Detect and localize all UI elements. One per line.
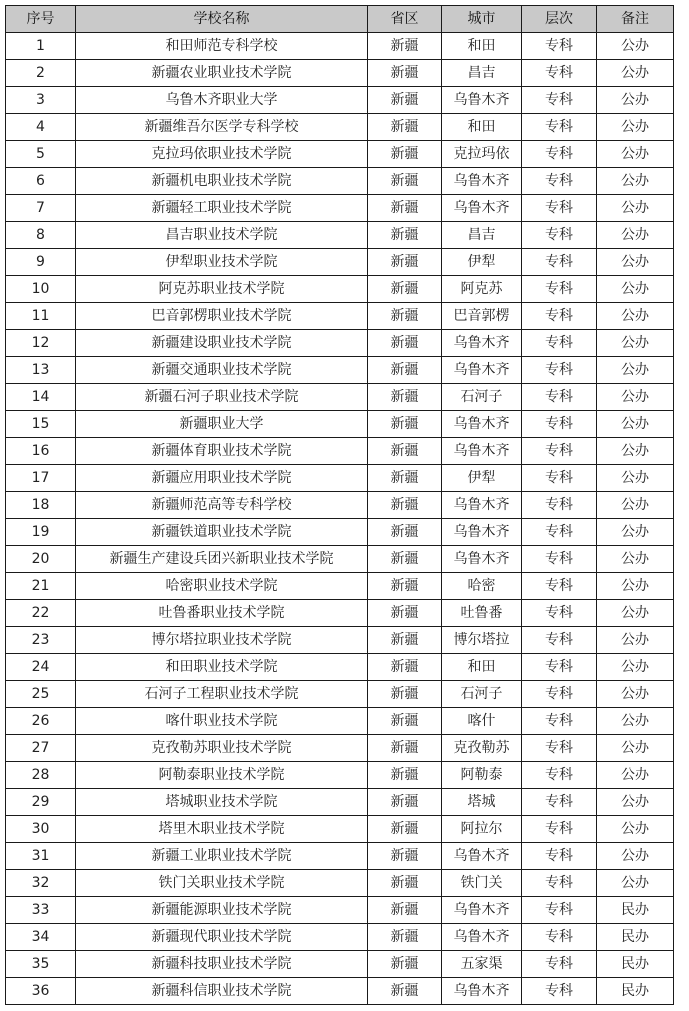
cell-city: 乌鲁木齐 [442,195,522,222]
cell-city: 乌鲁木齐 [442,897,522,924]
cell-remark: 公办 [597,330,674,357]
cell-level: 专科 [522,249,597,276]
cell-province: 新疆 [368,33,442,60]
cell-remark: 民办 [597,924,674,951]
cell-city: 喀什 [442,708,522,735]
cell-remark: 公办 [597,222,674,249]
cell-school-name: 新疆机电职业技术学院 [76,168,368,195]
cell-index: 1 [6,33,76,60]
cell-school-name: 新疆石河子职业技术学院 [76,384,368,411]
cell-school-name: 新疆体育职业技术学院 [76,438,368,465]
cell-level: 专科 [522,222,597,249]
cell-index: 28 [6,762,76,789]
school-table [5,5,674,1005]
cell-city: 乌鲁木齐 [442,546,522,573]
table-row [6,384,674,411]
header-row [6,6,674,33]
cell-school-name: 阿克苏职业技术学院 [76,276,368,303]
cell-province: 新疆 [368,384,442,411]
table-row [6,330,674,357]
table-row [6,87,674,114]
cell-school-name: 塔里木职业技术学院 [76,816,368,843]
cell-level: 专科 [522,627,597,654]
cell-school-name: 乌鲁木齐职业大学 [76,87,368,114]
cell-remark: 公办 [597,708,674,735]
cell-city: 乌鲁木齐 [442,843,522,870]
table-row [6,114,674,141]
header-index: 序号 [6,6,76,33]
cell-school-name: 喀什职业技术学院 [76,708,368,735]
cell-province: 新疆 [368,816,442,843]
cell-school-name: 吐鲁番职业技术学院 [76,600,368,627]
cell-province: 新疆 [368,897,442,924]
cell-province: 新疆 [368,330,442,357]
header-province: 省区 [368,6,442,33]
cell-city: 和田 [442,114,522,141]
cell-remark: 公办 [597,60,674,87]
cell-remark: 公办 [597,465,674,492]
table-row [6,735,674,762]
cell-level: 专科 [522,870,597,897]
table-row [6,627,674,654]
table-row [6,573,674,600]
cell-level: 专科 [522,465,597,492]
cell-remark: 公办 [597,249,674,276]
cell-level: 专科 [522,492,597,519]
cell-city: 和田 [442,654,522,681]
cell-index: 33 [6,897,76,924]
cell-province: 新疆 [368,357,442,384]
cell-remark: 公办 [597,843,674,870]
cell-city: 铁门关 [442,870,522,897]
cell-province: 新疆 [368,492,442,519]
cell-province: 新疆 [368,60,442,87]
cell-school-name: 阿勒泰职业技术学院 [76,762,368,789]
cell-province: 新疆 [368,789,442,816]
table-row [6,681,674,708]
cell-remark: 公办 [597,816,674,843]
table-row [6,519,674,546]
table-row [6,276,674,303]
cell-province: 新疆 [368,546,442,573]
cell-province: 新疆 [368,87,442,114]
cell-remark: 民办 [597,897,674,924]
table-row [6,465,674,492]
cell-province: 新疆 [368,195,442,222]
cell-level: 专科 [522,195,597,222]
cell-city: 克拉玛依 [442,141,522,168]
cell-level: 专科 [522,573,597,600]
cell-school-name: 铁门关职业技术学院 [76,870,368,897]
table-row [6,843,674,870]
cell-remark: 公办 [597,195,674,222]
cell-city: 克孜勒苏 [442,735,522,762]
cell-province: 新疆 [368,978,442,1005]
cell-index: 12 [6,330,76,357]
cell-remark: 公办 [597,438,674,465]
cell-index: 35 [6,951,76,978]
cell-level: 专科 [522,60,597,87]
cell-city: 乌鲁木齐 [442,357,522,384]
cell-city: 昌吉 [442,222,522,249]
cell-school-name: 新疆应用职业技术学院 [76,465,368,492]
cell-remark: 民办 [597,978,674,1005]
cell-index: 32 [6,870,76,897]
cell-province: 新疆 [368,654,442,681]
cell-school-name: 和田职业技术学院 [76,654,368,681]
table-row [6,411,674,438]
cell-province: 新疆 [368,762,442,789]
cell-school-name: 新疆科技职业技术学院 [76,951,368,978]
cell-remark: 公办 [597,411,674,438]
cell-index: 27 [6,735,76,762]
cell-city: 乌鲁木齐 [442,978,522,1005]
table-row [6,978,674,1005]
cell-school-name: 新疆农业职业技术学院 [76,60,368,87]
table-row [6,951,674,978]
cell-remark: 公办 [597,519,674,546]
cell-level: 专科 [522,789,597,816]
cell-city: 石河子 [442,384,522,411]
cell-province: 新疆 [368,951,442,978]
cell-province: 新疆 [368,114,442,141]
header-remark: 备注 [597,6,674,33]
cell-province: 新疆 [368,519,442,546]
cell-level: 专科 [522,843,597,870]
table-row [6,357,674,384]
cell-index: 7 [6,195,76,222]
cell-province: 新疆 [368,924,442,951]
table-row [6,546,674,573]
cell-index: 8 [6,222,76,249]
cell-level: 专科 [522,978,597,1005]
cell-city: 乌鲁木齐 [442,492,522,519]
table-row [6,897,674,924]
cell-remark: 公办 [597,33,674,60]
table-row [6,654,674,681]
cell-level: 专科 [522,87,597,114]
cell-level: 专科 [522,816,597,843]
cell-remark: 公办 [597,789,674,816]
cell-province: 新疆 [368,735,442,762]
cell-province: 新疆 [368,870,442,897]
cell-school-name: 新疆现代职业技术学院 [76,924,368,951]
table-row [6,60,674,87]
cell-index: 24 [6,654,76,681]
cell-province: 新疆 [368,303,442,330]
cell-level: 专科 [522,330,597,357]
cell-index: 19 [6,519,76,546]
table-row [6,708,674,735]
cell-level: 专科 [522,546,597,573]
cell-remark: 公办 [597,357,674,384]
cell-index: 4 [6,114,76,141]
cell-school-name: 塔城职业技术学院 [76,789,368,816]
cell-school-name: 克拉玛依职业技术学院 [76,141,368,168]
cell-level: 专科 [522,276,597,303]
cell-province: 新疆 [368,708,442,735]
cell-remark: 公办 [597,276,674,303]
cell-index: 18 [6,492,76,519]
cell-city: 乌鲁木齐 [442,438,522,465]
cell-index: 20 [6,546,76,573]
table-row [6,33,674,60]
cell-school-name: 新疆轻工职业技术学院 [76,195,368,222]
table-body [6,33,674,1005]
cell-level: 专科 [522,681,597,708]
cell-province: 新疆 [368,573,442,600]
cell-school-name: 新疆铁道职业技术学院 [76,519,368,546]
table-row [6,600,674,627]
table-row [6,141,674,168]
cell-remark: 公办 [597,762,674,789]
table-row [6,222,674,249]
cell-remark: 公办 [597,870,674,897]
cell-school-name: 新疆职业大学 [76,411,368,438]
cell-remark: 公办 [597,600,674,627]
cell-school-name: 和田师范专科学校 [76,33,368,60]
table-row [6,438,674,465]
cell-province: 新疆 [368,600,442,627]
cell-province: 新疆 [368,627,442,654]
cell-remark: 公办 [597,681,674,708]
cell-remark: 公办 [597,141,674,168]
cell-level: 专科 [522,708,597,735]
cell-province: 新疆 [368,222,442,249]
cell-city: 和田 [442,33,522,60]
cell-index: 15 [6,411,76,438]
cell-school-name: 伊犁职业技术学院 [76,249,368,276]
cell-index: 22 [6,600,76,627]
cell-province: 新疆 [368,249,442,276]
cell-remark: 公办 [597,654,674,681]
cell-city: 阿勒泰 [442,762,522,789]
cell-index: 17 [6,465,76,492]
cell-level: 专科 [522,897,597,924]
cell-remark: 公办 [597,546,674,573]
cell-city: 阿拉尔 [442,816,522,843]
cell-index: 10 [6,276,76,303]
cell-remark: 公办 [597,735,674,762]
cell-remark: 公办 [597,114,674,141]
cell-school-name: 新疆维吾尔医学专科学校 [76,114,368,141]
cell-school-name: 新疆工业职业技术学院 [76,843,368,870]
cell-index: 9 [6,249,76,276]
cell-remark: 公办 [597,573,674,600]
cell-index: 31 [6,843,76,870]
cell-province: 新疆 [368,681,442,708]
cell-level: 专科 [522,384,597,411]
cell-level: 专科 [522,114,597,141]
cell-city: 乌鲁木齐 [442,168,522,195]
cell-remark: 公办 [597,627,674,654]
cell-city: 博尔塔拉 [442,627,522,654]
cell-index: 25 [6,681,76,708]
cell-city: 乌鲁木齐 [442,87,522,114]
cell-level: 专科 [522,951,597,978]
table-row [6,762,674,789]
table-header [6,6,674,33]
cell-city: 乌鲁木齐 [442,411,522,438]
cell-level: 专科 [522,735,597,762]
cell-index: 36 [6,978,76,1005]
table-row [6,303,674,330]
cell-level: 专科 [522,411,597,438]
cell-city: 伊犁 [442,465,522,492]
cell-index: 30 [6,816,76,843]
cell-province: 新疆 [368,276,442,303]
cell-school-name: 新疆科信职业技术学院 [76,978,368,1005]
cell-index: 29 [6,789,76,816]
cell-city: 吐鲁番 [442,600,522,627]
cell-school-name: 巴音郭楞职业技术学院 [76,303,368,330]
cell-index: 5 [6,141,76,168]
cell-index: 21 [6,573,76,600]
cell-school-name: 新疆能源职业技术学院 [76,897,368,924]
table-row [6,492,674,519]
cell-school-name: 新疆交通职业技术学院 [76,357,368,384]
table-row [6,789,674,816]
table-row [6,816,674,843]
cell-school-name: 博尔塔拉职业技术学院 [76,627,368,654]
cell-city: 巴音郭楞 [442,303,522,330]
cell-city: 乌鲁木齐 [442,519,522,546]
cell-remark: 公办 [597,384,674,411]
cell-index: 14 [6,384,76,411]
cell-level: 专科 [522,762,597,789]
cell-index: 11 [6,303,76,330]
cell-school-name: 石河子工程职业技术学院 [76,681,368,708]
table-row [6,870,674,897]
cell-remark: 公办 [597,87,674,114]
cell-city: 五家渠 [442,951,522,978]
cell-index: 23 [6,627,76,654]
cell-school-name: 克孜勒苏职业技术学院 [76,735,368,762]
cell-school-name: 新疆建设职业技术学院 [76,330,368,357]
header-city: 城市 [442,6,522,33]
cell-level: 专科 [522,600,597,627]
cell-index: 16 [6,438,76,465]
cell-school-name: 昌吉职业技术学院 [76,222,368,249]
table-row [6,168,674,195]
cell-level: 专科 [522,519,597,546]
cell-level: 专科 [522,168,597,195]
cell-index: 26 [6,708,76,735]
table-row [6,924,674,951]
cell-level: 专科 [522,438,597,465]
cell-index: 6 [6,168,76,195]
cell-remark: 民办 [597,951,674,978]
cell-city: 伊犁 [442,249,522,276]
cell-city: 塔城 [442,789,522,816]
cell-level: 专科 [522,924,597,951]
cell-province: 新疆 [368,843,442,870]
cell-level: 专科 [522,141,597,168]
cell-province: 新疆 [368,168,442,195]
school-table-container [5,5,674,1005]
cell-city: 石河子 [442,681,522,708]
cell-city: 乌鲁木齐 [442,330,522,357]
cell-city: 阿克苏 [442,276,522,303]
cell-level: 专科 [522,357,597,384]
cell-index: 34 [6,924,76,951]
cell-school-name: 新疆生产建设兵团兴新职业技术学院 [76,546,368,573]
cell-province: 新疆 [368,411,442,438]
cell-level: 专科 [522,303,597,330]
cell-city: 昌吉 [442,60,522,87]
cell-school-name: 哈密职业技术学院 [76,573,368,600]
table-row [6,249,674,276]
cell-school-name: 新疆师范高等专科学校 [76,492,368,519]
header-school-name: 学校名称 [76,6,368,33]
cell-remark: 公办 [597,492,674,519]
cell-level: 专科 [522,33,597,60]
cell-index: 2 [6,60,76,87]
header-level: 层次 [522,6,597,33]
cell-city: 乌鲁木齐 [442,924,522,951]
table-row [6,195,674,222]
cell-remark: 公办 [597,168,674,195]
cell-province: 新疆 [368,465,442,492]
cell-province: 新疆 [368,141,442,168]
cell-city: 哈密 [442,573,522,600]
cell-level: 专科 [522,654,597,681]
cell-index: 3 [6,87,76,114]
cell-remark: 公办 [597,303,674,330]
cell-index: 13 [6,357,76,384]
cell-province: 新疆 [368,438,442,465]
